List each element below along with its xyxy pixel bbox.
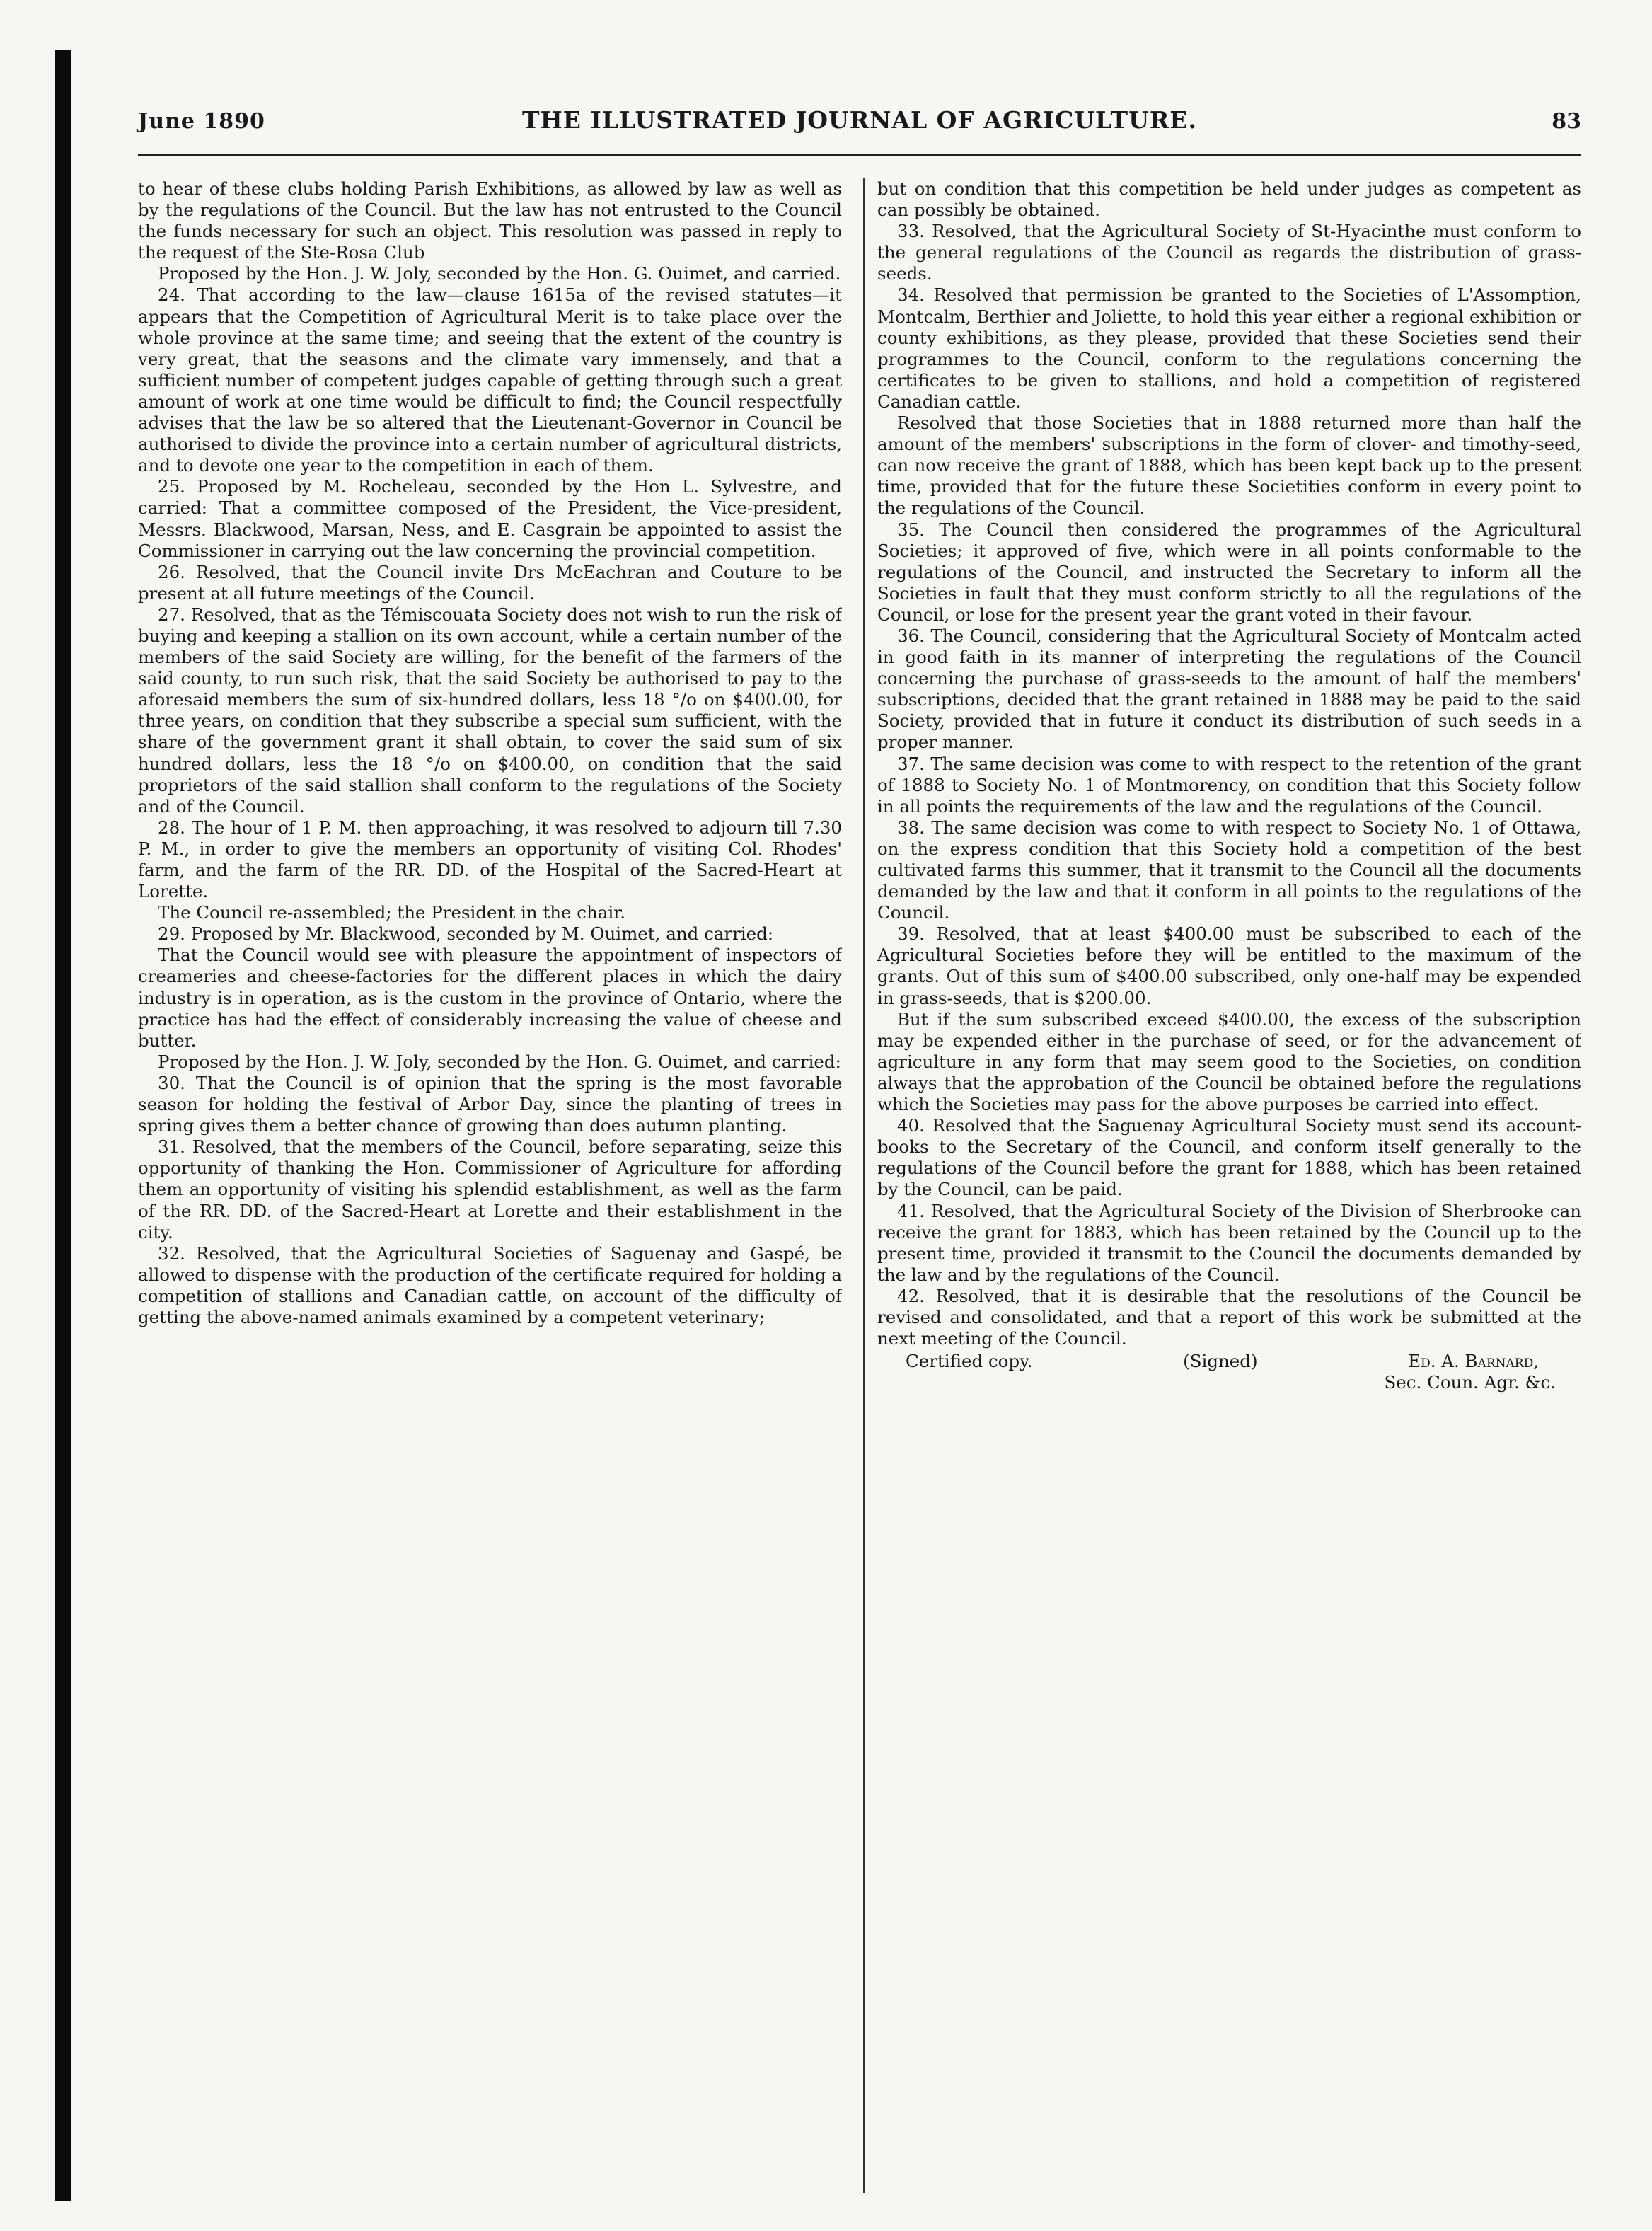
signature-line <box>877 1351 1581 1372</box>
paragraph: 28. The hour of 1 P. M. then approaching, it was resolved to adjourn till 7.30 P. M., in order to give the members an opportunity of visiting Col. Rhodes' farm, and the farm of the RR. DD. of the Hospital of the Sacred-Heart at Lorette. <box>138 817 842 902</box>
text-columns <box>138 178 1581 2193</box>
paragraph: 27. Resolved, that as the Témiscouata Society does not wish to run the risk of buying and keeping a stallion on its own account, while a certain number of the members of the said Society are willing, for the benefit of the farmers of the said county, to run such risk, that the said Society be authorised to pay to the aforesaid members the sum of six-hundred dollars, less 18 °/o on $400.00, for three years, on condition that they subscribe a special sum sufficient, with the share of the government grant it shall obtain, to cover the said sum of six hundred dollars, less the 18 °/o on $400.00, on condition that the said proprietors of the said stallion shall conform to the regulations of the Society and of the Council. <box>138 604 842 817</box>
paragraph: 35. The Council then considered the programmes of the Agricultural Societies; it approved of five, which were in all points conformable to the regulations of the Council, and instructed the Secretary to inform all the Societies in fault that they must conform strictly to all the regulations of the Council, or lose for the present year the grant voted in their favour. <box>877 519 1581 625</box>
paragraph: 33. Resolved, that the Agricultural Society of St-Hyacinthe must conform to the general regulations of the Council as regards the distribution of grass-seeds. <box>877 221 1581 284</box>
signatory-title: Sec. Coun. Agr. &c. <box>1384 1372 1556 1393</box>
binding-edge <box>55 50 71 2201</box>
right-column <box>863 178 1581 2193</box>
page-number: 83 <box>1552 109 1581 134</box>
paragraph: 26. Resolved, that the Council invite Drs McEachran and Couture to be present at all future meetings of the Council. <box>138 561 842 604</box>
signatory-name: Ed. A. Barnard, <box>1408 1351 1539 1372</box>
paragraph: 37. The same decision was come to with respect to the retention of the grant of 1888 to Society No. 1 of Montmorency, on condition that this Society follow in all points the requirements of the law and the regulations of the Council. <box>877 753 1581 817</box>
paragraph: 29. Proposed by Mr. Blackwood, seconded by M. Ouimet, and carried: <box>158 923 774 945</box>
paragraph: Resolved that those Societies that in 1888 returned more than half the amount of the members' subscriptions in the form of clover- and timothy-seed, can now receive the grant of 1888, which has been kept back up to the present time, provided that for the future these Societities conform in every point to the regulations of the Council. <box>877 413 1581 519</box>
paragraph: 38. The same decision was come to with respect to Society No. 1 of Ottawa, on the express condition that this Society hold a competition of the best cultivated farms this summer, that it transmit to the Council all the documents demanded by the law and that it conform in all points to the regulations of the Council. <box>877 817 1581 923</box>
paragraph: 39. Resolved, that at least $400.00 must be subscribed to each of the Agricultural Societies before they will be entitled to the maximum of the grants. Out of this sum of $400.00 subscribed, only one-half may be expended in grass-seeds, that is $200.00. <box>877 923 1581 1008</box>
header-rule <box>138 154 1581 156</box>
certified-copy: Certified copy. <box>906 1351 1033 1372</box>
paragraph: 34. Resolved that permission be granted to the Societies of L'Assomption, Montcalm, Berthier and Joliette, to hold this year either a regional exhibition or county exhibitions, as they please, provided that these Societies send their programmes to the Council, conform to the regulations concerning the certificates to be given to stallions, and hold a competition of registered Canadian cattle. <box>877 284 1581 412</box>
paragraph: That the Council would see with pleasure the appointment of inspectors of creameries and cheese-factories for the different places in which the dairy industry is in operation, as is the custom in the province of Ontario, where the practice has had the effect of considerably increasing the value of cheese and butter. <box>138 945 842 1051</box>
journal-title: THE ILLUSTRATED JOURNAL OF AGRICULTURE. <box>522 106 1197 134</box>
paragraph: Proposed by the Hon. J. W. Joly, seconded by the Hon. G. Ouimet, and carried. <box>158 263 841 284</box>
running-header <box>138 99 1581 143</box>
paragraph: Proposed by the Hon. J. W. Joly, seconded by the Hon. G. Ouimet, and carried: <box>158 1051 841 1072</box>
paragraph: The Council re-assembled; the President in the chair. <box>158 902 626 923</box>
paragraph: to hear of these clubs holding Parish Exhibitions, as allowed by law as well as by the regulations of the Council. But the law has not entrusted to the Council the funds necessary for such an object. This resolution was passed in reply to the request of the Ste-Rosa Club <box>138 178 842 263</box>
paragraph: 30. That the Council is of opinion that the spring is the most favorable season for holding the festival of Arbor Day, since the planting of trees in spring gives them a better chance of growing than does autumn planting. <box>138 1072 842 1136</box>
paragraph: 41. Resolved, that the Agricultural Society of the Division of Sherbrooke can receive the grant for 1883, which has been retained by the Council up to the present time, provided it transmit to the Council the documents demanded by the law and by the regulations of the Council. <box>877 1200 1581 1285</box>
paragraph: 36. The Council, considering that the Agricultural Society of Montcalm acted in good faith in its manner of interpreting the regulations of the Council concerning the purchase of grass-seeds to the amount of half the members' subscriptions, decided that the grant retained in 1888 may be paid to the said Society, provided that in future it conduct its distribution of such seeds in a proper manner. <box>877 625 1581 753</box>
paragraph: 25. Proposed by M. Rocheleau, seconded by the Hon L. Sylvestre, and carried: That a committee composed of the President, the Vice-president, Messrs. Blackwood, Marsan, Ness, and E. Casgrain be appointed to assist the Commissioner in carrying out the law concerning the provincial competition. <box>138 476 842 561</box>
signed-label: (Signed) <box>1183 1351 1258 1372</box>
paragraph: 32. Resolved, that the Agricultural Societies of Saguenay and Gaspé, be allowed to dispense with the production of the certificate required for holding a competition of stallions and Canadian cattle, on account of the difficulty of getting the above-named animals examined by a competent veterinary; <box>138 1243 842 1327</box>
paragraph: But if the sum subscribed exceed $400.00, the excess of the subscription may be expended either in the purchase of seed, or for the advancement of agriculture in any form that may seem good to the Societies, on condition always that the approbation of the Council be obtained before the regulations which the Societies may pass for the above purposes be carried into effect. <box>877 1008 1581 1115</box>
paragraph: 31. Resolved, that the members of the Council, before separating, seize this opportunity of thanking the Hon. Commissioner of Agriculture for affording them an opportunity of visiting his splendid establishment, as well as the farm of the RR. DD. of the Sacred-Heart at Lorette and their establishment in the city. <box>138 1136 842 1243</box>
left-column <box>138 178 842 2193</box>
header-date: June 1890 <box>138 109 265 134</box>
paragraph: 40. Resolved that the Saguenay Agricultural Society must send its account-books to the Secretary of the Council, and conform itself generally to the regulations of the Council before the grant for 1888, which has been retained by the Council, can be paid. <box>877 1115 1581 1200</box>
page <box>138 99 1581 2193</box>
paragraph: 24. That according to the law—clause 1615a of the revised statutes—it appears that the Competition of Agricultural Merit is to take place over the whole province at the same time; and seeing that the extent of the country is very great, that the seasons and the climate vary immensely, and that a sufficient number of competent judges capable of getting through such a great amount of work at one time would be difficult to find; the Council respectfully advises that the law be so altered that the Lieutenant-Governor in Council be authorised to divide the province into a certain number of agricultural districts, and to devote one year to the competition in each of them. <box>138 284 842 476</box>
paragraph: but on condition that this competition be held under judges as competent as can possibly be obtained. <box>877 178 1581 221</box>
paragraph: 42. Resolved, that it is desirable that the resolutions of the Council be revised and consolidated, and that a report of this work be submitted at the next meeting of the Council. <box>877 1285 1581 1349</box>
